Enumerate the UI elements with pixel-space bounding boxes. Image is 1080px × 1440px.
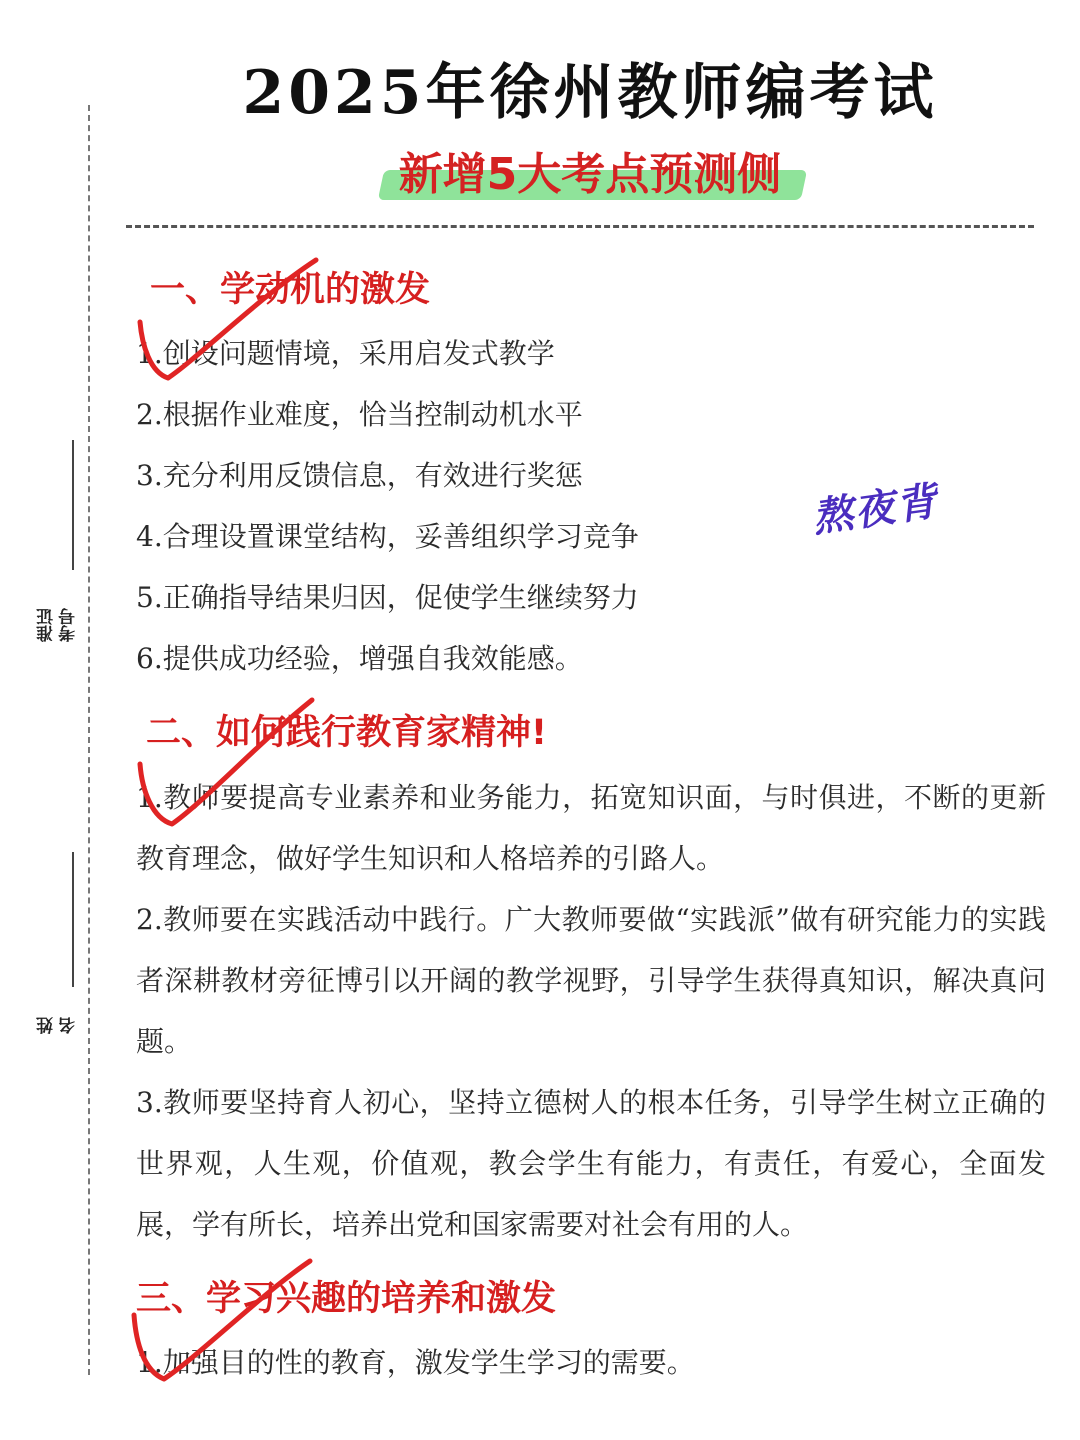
section-heading-3: 三、学习兴趣的培养和激发 — [136, 1279, 557, 1319]
section-heading-1: 一、学动机的激发 — [150, 270, 431, 310]
list-item: 1.教师要提高专业素养和业务能力，拓宽知识面，与时俱进，不断的更新教育理念，做好学生知识和人格培养的引路人。 — [136, 781, 1046, 875]
binding-dashed-line — [88, 105, 90, 1375]
list-item: 3.教师要坚持育人初心，坚持立德树人的根本任务，引导学生树立正确的世界观，人生观，价值观，教会学生有能力，有责任，有爱心，全面发展，学有所长，培养出党和国家需要对社会有用的人。 — [136, 1086, 1046, 1241]
list-item: 2.教师要在实践活动中践行。广大教师要做“实践派”做有研究能力的实践者深耕教材旁征博引以开阔的教学视野，引导学生获得真知识，解决真问题。 — [136, 903, 1046, 1058]
header-divider — [126, 225, 1034, 228]
subtitle — [385, 140, 796, 210]
exam-id-label: 准证考号 — [37, 608, 79, 642]
section-heading-2: 二、如何践行教育家精神! — [146, 713, 547, 753]
exam-id-blank-line — [72, 440, 74, 570]
handwritten-note: 熬夜背 — [809, 477, 942, 542]
name-label: 姓名 — [37, 1017, 79, 1034]
subtitle-text: 新增5大考点预测侧 — [398, 149, 782, 200]
list-item: 1.创设问题情境，采用启发式教学 — [136, 337, 555, 370]
list-item: 2.根据作业难度，恰当控制动机水平 — [136, 398, 583, 431]
list-item: 3.充分利用反馈信息，有效进行奖惩 — [136, 459, 583, 492]
subtitle-container — [0, 140, 1080, 210]
list-item: 5.正确指导结果归因，促使学生继续努力 — [136, 581, 639, 614]
list-item: 6.提供成功经验，增强自我效能感。 — [136, 642, 583, 675]
page-title: 2025年徐州教师编考试 — [242, 58, 938, 128]
list-item: 1.加强目的性的教育，激发学生学习的需要。 — [136, 1346, 695, 1379]
list-item: 4.合理设置课堂结构，妥善组织学习竞争 — [136, 520, 639, 553]
name-blank-line — [72, 852, 74, 987]
